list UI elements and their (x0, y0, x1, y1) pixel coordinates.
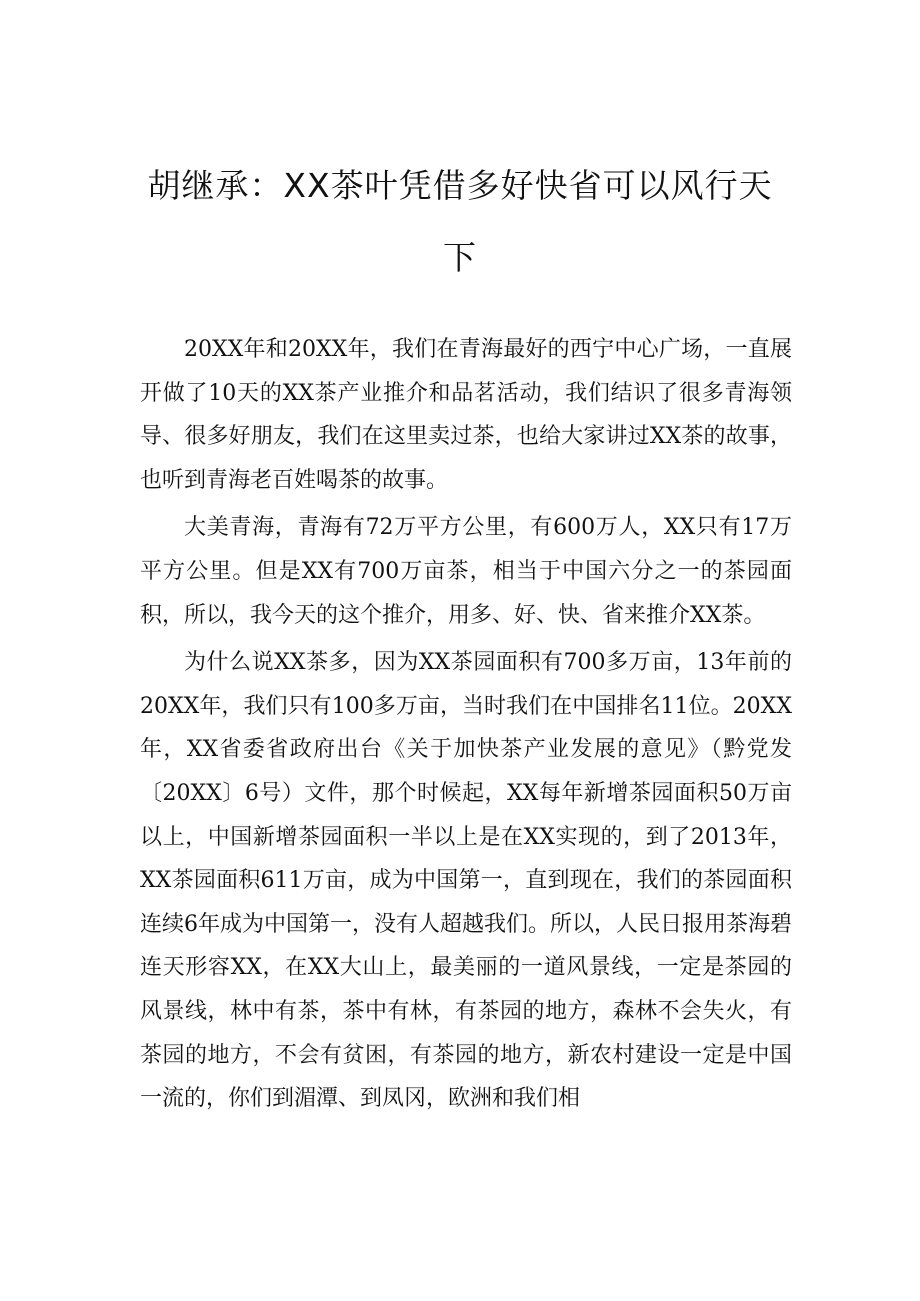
paragraph-1: 20XX年和20XX年，我们在青海最好的西宁中心广场，一直展开做了10天的XX茶产业推介和品茗活动，我们结识了很多青海领导、很多好朋友，我们在这里卖过茶，也给大家讲过XX茶的故事，也听到青海老百姓喝茶的故事。 (140, 337, 792, 493)
document-title: 胡继承：XX茶叶凭借多好快省可以风行天下 (147, 166, 773, 277)
paragraph-3: 为什么说XX茶多，因为XX茶园面积有700多万亩，13年前的20XX年，我们只有100多万亩，当时我们在中国排名11位。20XX年，XX省委省政府出台《关于加快茶产业发展的意见》（黔党发〔20XX〕6号）文件，那个时候起，XX每年新增茶园面积50万亩以上，中国新增茶园面积一半以上是在XX实现的，到了2013年，XX茶园面积611万亩，成为中国第一，直到现在，我们的茶园面积连续6年成为中国第一，没有人超越我们。所以，人民日报用茶海碧连天形容XX，在XX大山上，最美丽的一道风景线，一定是茶园的风景线，林中有茶，茶中有林，有茶园的地方，森林不会失火，有茶园的地方，不会有贫困，有茶园的地方，新农村建设一定是中国一流的，你们到湄潭、到凤冈，欧洲和我们相 (140, 650, 792, 1112)
paragraph-2: 大美青海，青海有72万平方公里，有600万人，XX只有17万平方公里。但是XX有700万亩茶，相当于中国六分之一的茶园面积，所以，我今天的这个推介，用多、好、快、省来推介XX茶。 (140, 515, 792, 628)
document-body (140, 328, 792, 1125)
